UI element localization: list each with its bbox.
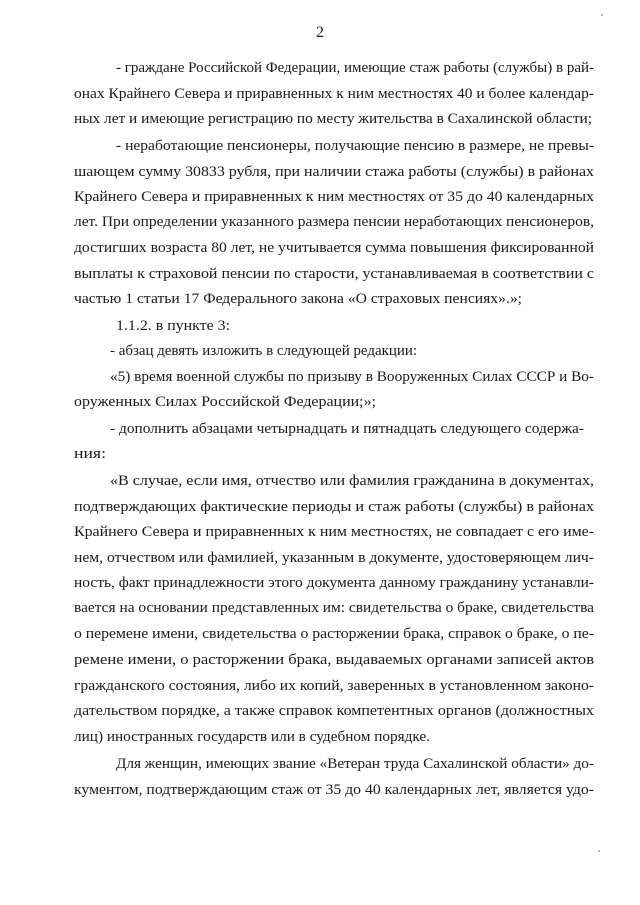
text-line: о перемене имени, свидетельства о расторжении брака, справок о браке, о пе- bbox=[74, 625, 594, 642]
text-line: нем, отчеством или фамилией, указанным в документе, удостоверяющем лич- bbox=[74, 549, 594, 566]
text-line: - абзац девять изложить в следующей редакции: bbox=[110, 342, 417, 359]
text-line: вается на основании представленных им: свидетельства о браке, свидетельства bbox=[74, 599, 594, 616]
page-number: 2 bbox=[316, 24, 324, 41]
text-line: лиц) иностранных государств или в судебном порядке. bbox=[74, 728, 430, 745]
text-line: ных лет и имеющие регистрацию по месту жительства в Сахалинской области; bbox=[74, 110, 592, 127]
text-line: достигших возраста 80 лет, не учитывается сумма повышения фиксированной bbox=[74, 239, 594, 256]
scan-speck bbox=[601, 14, 603, 16]
text-line: подтверждающих фактические периоды и стаж работы (службы) в районах bbox=[74, 498, 594, 515]
text-line: - граждане Российской Федерации, имеющие стаж работы (службы) в рай- bbox=[116, 59, 594, 76]
text-line: Для женщин, имеющих звание «Ветеран труда Сахалинской области» до- bbox=[116, 755, 594, 772]
text-line: гражданского состояния, либо их копий, заверенных в установленном законо- bbox=[74, 677, 594, 694]
text-line: частью 1 статьи 17 Федерального закона «О страховых пенсиях».»; bbox=[74, 290, 522, 307]
text-line: Крайнего Севера и приравненных к ним местностях от 35 до 40 календарных bbox=[74, 188, 594, 205]
text-line: - неработающие пенсионеры, получающие пенсию в размере, не превы- bbox=[116, 137, 594, 154]
text-line: ремене имени, о расторжении брака, выдаваемых органами записей актов bbox=[74, 651, 594, 668]
text-line: ность, факт принадлежности этого документа данному гражданину устанавли- bbox=[74, 574, 594, 591]
text-line: шающем сумму 30833 рубля, при наличии стажа работы (службы) в районах bbox=[74, 163, 594, 180]
text-line: дательством порядке, а также справок компетентных органов (должностных bbox=[74, 702, 594, 719]
text-line: Крайнего Севера и приравненных к ним местностях, не совпадает с его име- bbox=[74, 523, 594, 540]
text-line: кументом, подтверждающим стаж от 35 до 40 календарных лет, является удо- bbox=[74, 781, 594, 798]
text-line: «5) время военной службы по призыву в Вооруженных Силах СССР и Во- bbox=[110, 368, 594, 385]
text-line: 1.1.2. в пункте 3: bbox=[116, 317, 230, 334]
text-line: ния: bbox=[74, 445, 106, 462]
text-line: онах Крайнего Севера и приравненных к ним местностях 40 и более календар- bbox=[74, 85, 594, 102]
text-line: «В случае, если имя, отчество или фамилия гражданина в документах, bbox=[110, 472, 594, 489]
scan-speck bbox=[598, 850, 600, 852]
text-line: - дополнить абзацами четырнадцать и пятнадцать следующего содержа- bbox=[110, 420, 584, 437]
text-line: лет. При определении указанного размера пенсии неработающих пенсионеров, bbox=[74, 213, 594, 230]
text-line: выплаты к страховой пенсии по старости, устанавливаемая в соответствии с bbox=[74, 265, 594, 282]
text-line: оруженных Силах Российской Федерации;»; bbox=[74, 393, 376, 410]
